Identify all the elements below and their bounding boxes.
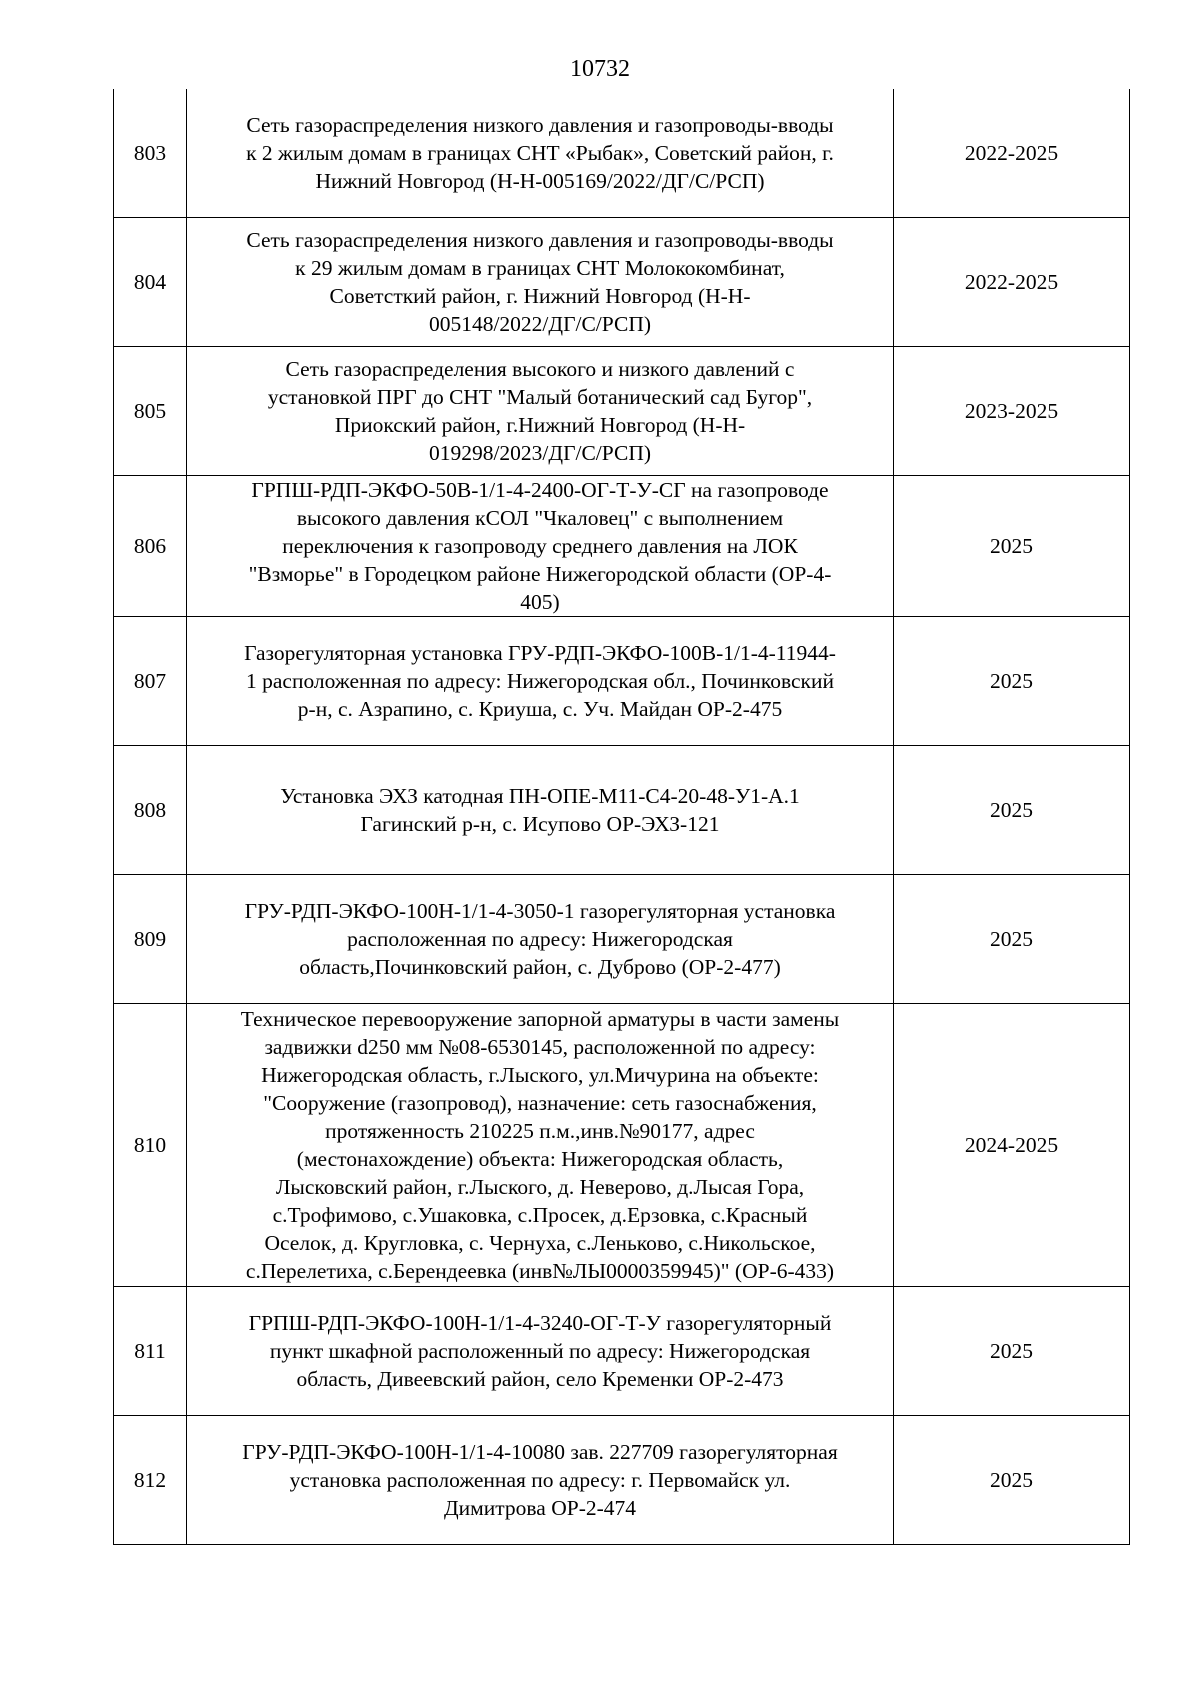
- period-cell: 2023-2025: [894, 347, 1130, 476]
- period-cell: 2025: [894, 746, 1130, 875]
- table-row: [114, 476, 1130, 617]
- object-description: ГРПШ-РДП-ЭКФО-50В-1/1-4-2400-ОГ-Т-У-СГ на газопроводе высокого давления кСОЛ "Чкаловец" с выполнением переключения к газопроводу среднего давления на ЛОК "Взморье" в Городецком районе Нижегородской области (ОР-4- 405): [187, 476, 894, 617]
- row-number: 805: [114, 347, 187, 476]
- row-number: 810: [114, 1004, 187, 1287]
- period-cell: 2025: [894, 1287, 1130, 1416]
- period-cell: 2022-2025: [894, 89, 1130, 218]
- table-row: [114, 1416, 1130, 1545]
- table-row: [114, 617, 1130, 746]
- table-row: [114, 746, 1130, 875]
- table-row: [114, 1287, 1130, 1416]
- period-cell: 2025: [894, 617, 1130, 746]
- object-description: ГРУ-РДП-ЭКФО-100Н-1/1-4-3050-1 газорегуляторная установка расположенная по адресу: Нижегородская область,Починковский район, с. Дуброво (ОР-2-477): [187, 875, 894, 1004]
- period-cell: 2022-2025: [894, 218, 1130, 347]
- object-description: Сеть газораспределения низкого давления и газопроводы-вводы к 29 жилым домам в границах СНТ Молококомбинат, Советсткий район, г. Нижний Новгород (Н-Н- 005148/2022/ДГ/С/РСП): [187, 218, 894, 347]
- row-number: 811: [114, 1287, 187, 1416]
- row-number: 808: [114, 746, 187, 875]
- page-number: 10732: [570, 56, 630, 82]
- object-description: ГРПШ-РДП-ЭКФО-100Н-1/1-4-3240-ОГ-Т-У газорегуляторный пункт шкафной расположенный по адресу: Нижегородская область, Дивеевский район, село Кременки ОР-2-473: [187, 1287, 894, 1416]
- table-row: [114, 89, 1130, 218]
- object-description: Установка ЭХЗ катодная ПН-ОПЕ-М11-С4-20-48-У1-А.1 Гагинский р-н, с. Исупово ОР-ЭХЗ-121: [187, 746, 894, 875]
- period-cell: 2024-2025: [894, 1004, 1130, 1287]
- object-description: Газорегуляторная установка ГРУ-РДП-ЭКФО-100В-1/1-4-11944- 1 расположенная по адресу: Нижегородская обл., Починковский р-н, с. Азрапино, с. Криуша, с. Уч. Майдан ОР-2-475: [187, 617, 894, 746]
- row-number: 803: [114, 89, 187, 218]
- row-number: 806: [114, 476, 187, 617]
- row-number: 809: [114, 875, 187, 1004]
- period-cell: 2025: [894, 1416, 1130, 1545]
- object-description: Сеть газораспределения высокого и низкого давлений с установкой ПРГ до СНТ "Малый ботанический сад Бугор", Приокский район, г.Нижний Новгород (Н-Н- 019298/2023/ДГ/С/РСП): [187, 347, 894, 476]
- row-number: 804: [114, 218, 187, 347]
- table-row: [114, 1004, 1130, 1287]
- registry-table: [113, 89, 1130, 1545]
- object-description: Сеть газораспределения низкого давления и газопроводы-вводы к 2 жилым домам в границах СНТ «Рыбак», Советский район, г. Нижний Новгород (Н-Н-005169/2022/ДГ/С/РСП): [187, 89, 894, 218]
- object-description: ГРУ-РДП-ЭКФО-100Н-1/1-4-10080 зав. 227709 газорегуляторная установка расположенная по адресу: г. Первомайск ул. Димитрова ОР-2-474: [187, 1416, 894, 1545]
- object-description: Техническое перевооружение запорной арматуры в части замены задвижки d250 мм №08-6530145, расположенной по адресу: Нижегородская область, г.Лыского, ул.Мичурина на объекте: "Сооружение (газопровод), назначение: сеть газоснабжения, протяженность 210225 п.м.,инв.№90177, адрес (местонахождение) объекта: Нижегородская область, Лысковский район, г.Лыского, д. Неверово, д.Лысая Гора, с.Трофимово, с.Ушаковка, с.Просек, д.Ерзовка, с.Красный Оселок, д. Кругловка, с. Чернуха, с.Леньково, с.Никольское, с.Перелетиха, с.Берендеевка (инв№ЛЫ0000359945)" (ОР-6-433): [187, 1004, 894, 1287]
- period-cell: 2025: [894, 476, 1130, 617]
- table-row: [114, 347, 1130, 476]
- table-row: [114, 218, 1130, 347]
- row-number: 807: [114, 617, 187, 746]
- table-row: [114, 875, 1130, 1004]
- period-cell: 2025: [894, 875, 1130, 1004]
- row-number: 812: [114, 1416, 187, 1545]
